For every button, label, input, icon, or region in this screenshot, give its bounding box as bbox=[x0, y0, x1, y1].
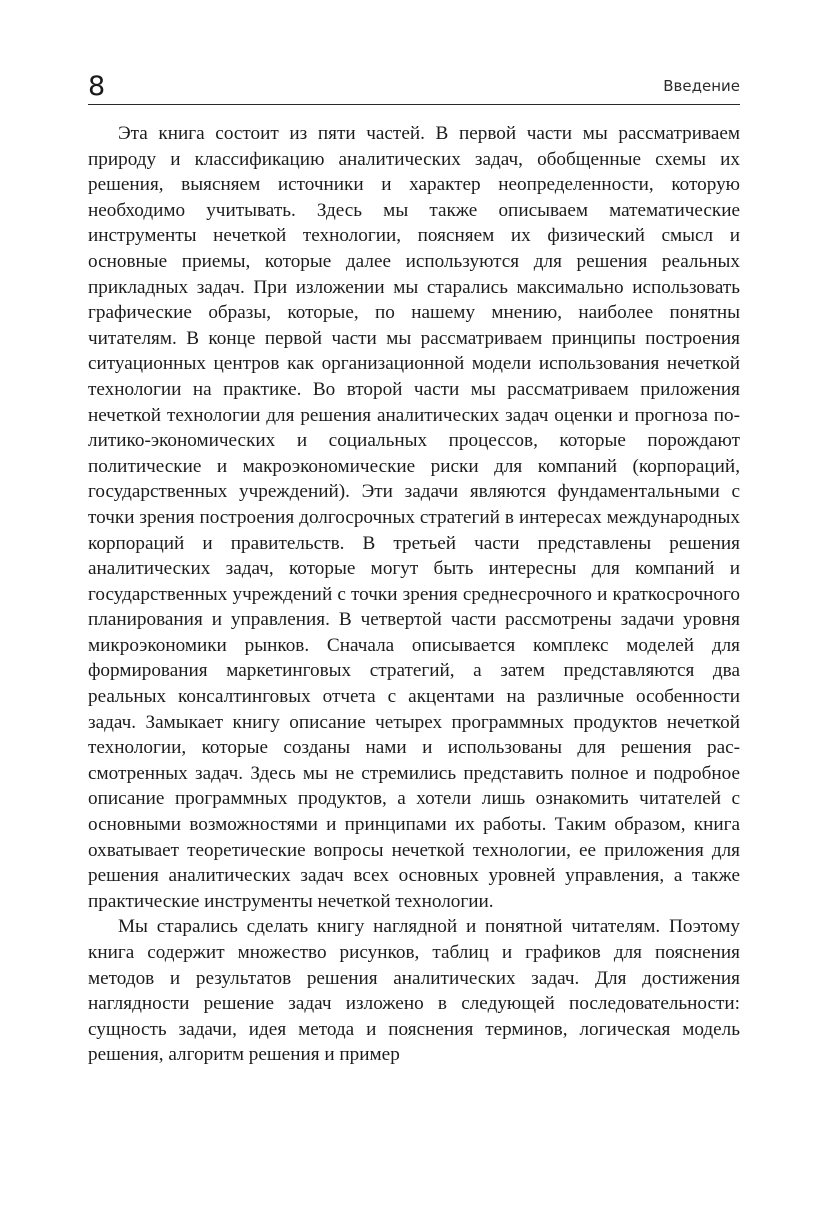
paragraph: Мы старались сделать книгу наглядной и понятной читателям. Поэтому книга содержит множество рисунков, таблиц и графиков для пояснения методов и результатов решения аналитических задач. Для достижения наглядности решение задач изложено в следующей последовательности: сущность задачи, идея метода и пояснения терминов, логическая модель решения, алгоритм решения и пример bbox=[88, 916, 740, 1066]
running-title: Введение bbox=[663, 77, 740, 95]
page-number: 8 bbox=[88, 71, 106, 102]
paragraph: Эта книга состоит из пяти частей. В первой части мы рассматриваем природу и классификацию аналитических задач, обобщенные схемы их решения, выясняем источники и характер неопределенности, которую необходимо учитывать. Здесь мы также описываем математические инструменты нечеткой технологии, поясняем их физический смысл и основные приемы, которые далее используются для решения реальных прикладных задач. При изложении мы старались максимально использовать графические образы, которые, по нашему мнению, наиболее понятны читателям. В конце первой части мы рассматриваем принципы построения ситуационных центров как организационной модели использования нечеткой технологии на практике. Во второй части мы рассматриваем приложения нечеткой технологии для решения аналитических задач оценки и прогноза политико-экономических и социальных процессов, которые порождают политические и макроэкономические риски для компаний (корпораций, государственных учреждений). Эти задачи являются фундаментальными с точки зрения построения долгосрочных стратегий в интересах международных корпораций и правительств. В третьей части представлены решения аналитических задач, которые могут быть интересны для компаний и государственных учреждений с точки зрения среднесрочного и краткосрочного планирования и управления. В четвертой части рассмотрены задачи уровня микроэкономики рынков. Сначала описывается комплекс моделей для формирования маркетинговых стратегий, а затем представляются два реальных консалтинговых отчета с акцентами на различные особенности задач. Замыкает книгу описание четырех программных продуктов нечеткой технологии, которые созданы нами и использованы для решения рассмотренных задач. Здесь мы не стремились представить полное и подробное описание программных продуктов, а хотели лишь ознакомить читателей с основными возможностями и принципами их работы. Таким образом, книга охватывает теоретические вопросы нечеткой технологии, ее приложения для решения аналитических задач всех основных уровней управления, а также практические инструменты нечеткой технологии. bbox=[88, 123, 740, 912]
body-text bbox=[88, 121, 740, 1068]
page-header bbox=[88, 70, 740, 105]
